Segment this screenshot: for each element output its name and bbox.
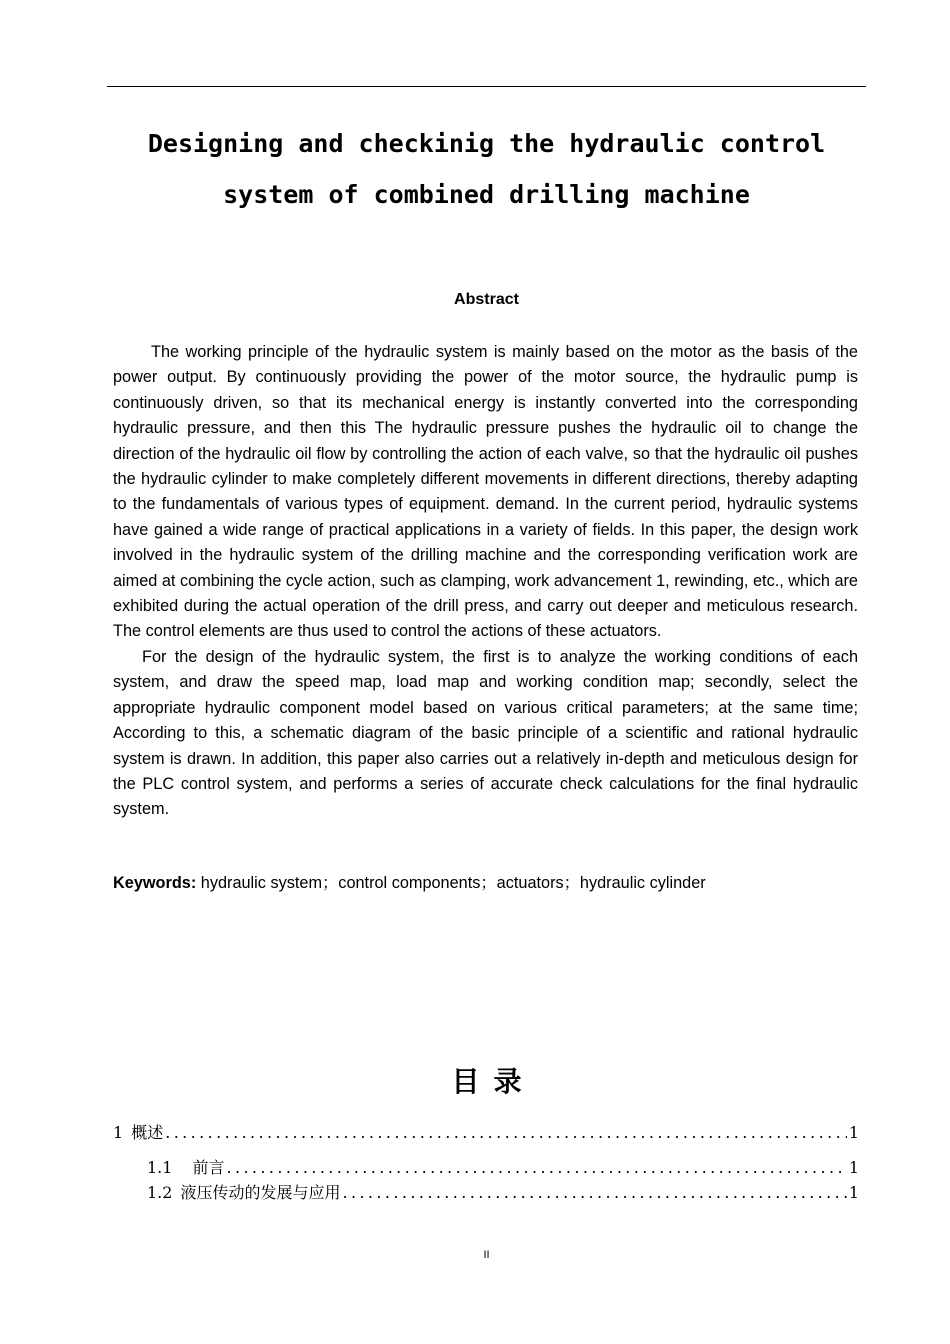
toc-entry-1-1[interactable] — [147, 1157, 859, 1179]
toc-entry-label: 液压传动的发展与应用 — [180, 1183, 341, 1202]
toc-dot-leader — [165, 1122, 847, 1144]
toc-entry-page: 1 — [848, 1183, 859, 1202]
toc-entry-1[interactable] — [113, 1122, 859, 1144]
abstract-heading: Abstract — [454, 291, 519, 308]
toc-entry-1-2[interactable] — [147, 1182, 859, 1204]
page-number: II — [483, 1249, 490, 1261]
paper-title-line-1: Designing and checkinig the hydraulic control — [147, 129, 826, 158]
abstract-body — [113, 340, 858, 823]
abstract-paragraph-1: The working principle of the hydraulic system is mainly based on the motor as the basis of the power output. By continuously providing the power of the motor source, the hydraulic pump is continuously driven, so that its mechanical energy is instantly converted into the corresponding hydraulic pressure, and then this The hydraulic pressure pushes the hydraulic oil to change the direction of the hydraulic oil flow by controlling the action of each valve, so that the hydraulic oil pushes the hydraulic cylinder to make completely different movements in different directions, thereby adapting to the fundamentals of various types of equipment. demand. In the current period, hydraulic systems have gained a wide range of practical applications in a variety of fields. In this paper, the design work involved in the hydraulic system of the drilling machine and the corresponding verification work are aimed at combining the cycle action, such as clamping, work advancement 1, rewinding, etc., which are exhibited during the actual operation of the drill press, and carry out deeper and meticulous research. The control elements are thus used to control the actions of these actuators. — [113, 343, 858, 641]
keywords-label: Keywords: — [113, 874, 197, 892]
toc-entry-page: 1 — [848, 1123, 859, 1142]
toc-entry-number: 1.1 — [147, 1158, 173, 1177]
keywords-text: hydraulic system；control components；actuators；hydraulic cylinder — [196, 874, 706, 892]
paper-title-line-2: system of combined drilling machine — [223, 180, 750, 209]
toc-entry-number: 1 — [113, 1123, 124, 1142]
toc-entry-page: 1 — [848, 1158, 859, 1177]
toc-entry-label: 前言 — [192, 1158, 225, 1177]
abstract-paragraph-2: For the design of the hydraulic system, the first is to analyze the working conditions of each system, and draw the speed map, load map and working condition map; secondly, select the appropriate hydraulic component model based on various critical parameters; at the same time; According to this, a schematic diagram of the basic principle of a scientific and rational hydraulic system is drawn. In addition, this paper also carries out a relatively in-depth and meticulous design for the PLC control system, and performs a series of accurate check calculations for the final hydraulic system. — [113, 647, 858, 819]
paper-title — [107, 118, 866, 220]
toc-entry-number: 1.2 — [147, 1183, 173, 1202]
toc-dot-leader — [226, 1157, 846, 1179]
toc-entry-label: 概述 — [131, 1123, 164, 1142]
keywords — [113, 871, 858, 896]
toc-dot-leader — [342, 1182, 846, 1204]
header-rule — [107, 86, 866, 87]
toc-heading: 目录 — [451, 1065, 536, 1098]
